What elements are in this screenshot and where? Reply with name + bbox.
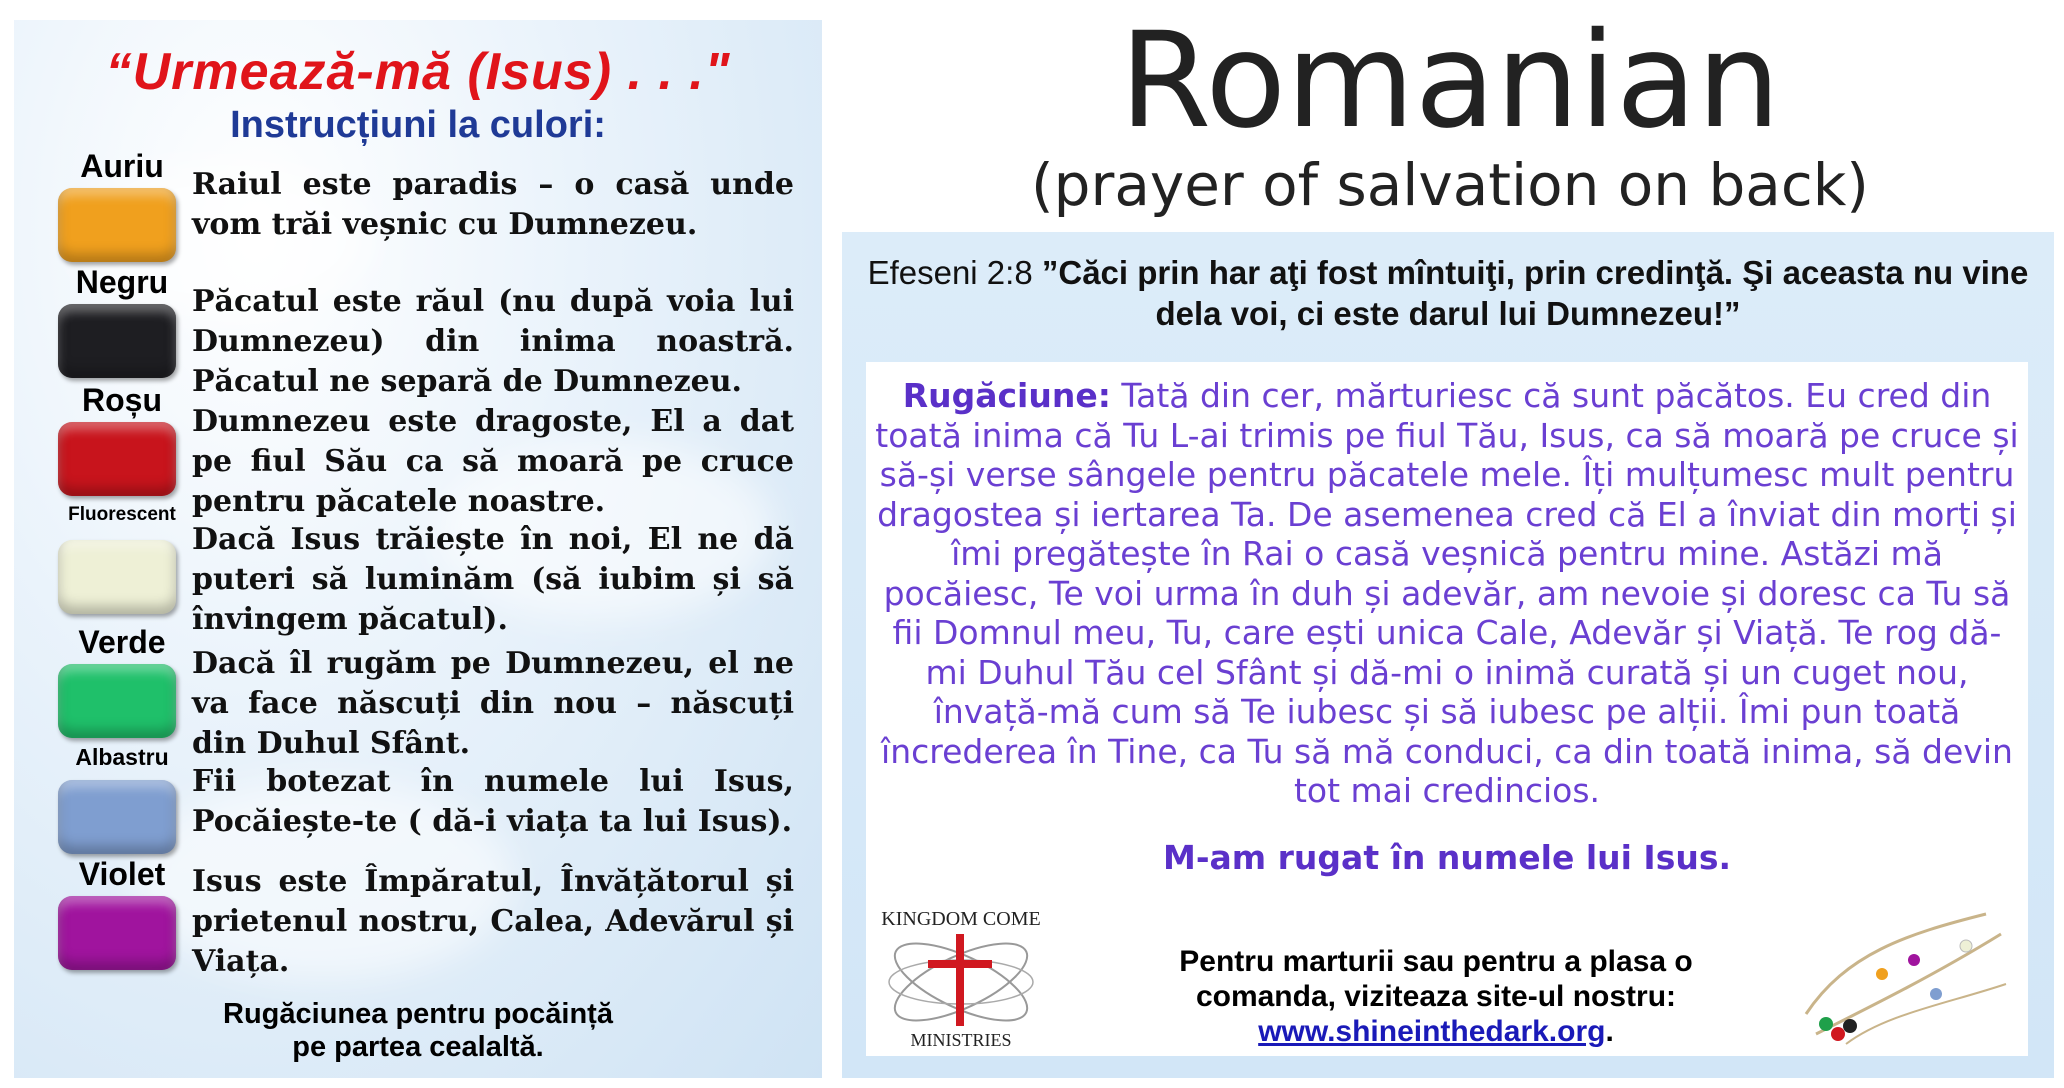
card-title: “Urmează-mă (Isus) . . ." <box>105 43 731 101</box>
color-label-fluorescent: Fluorescent <box>68 504 176 525</box>
verse-text: ”Căci prin har aţi fost mîntuiţi, prin credinţă. Şi aceasta nu vine dela voi, ci este darul lui Dumnezeu!” <box>1032 254 2029 332</box>
color-description-green: Dacă îl rugăm pe Dumnezeu, el ne va face născuți din nou – născuți din Duhul Sfânt. <box>192 646 794 761</box>
color-description-red: Dumnezeu este dragoste, El a dat pe fiul Său ca să moară pe cruce pentru păcatele noastre. <box>192 404 794 519</box>
gold-bead-swatch <box>58 188 176 262</box>
footer-line-1: Rugăciunea pentru pocăință <box>223 998 613 1030</box>
color-description-fluorescent: Dacă Isus trăiește în noi, El ne dă puteri să luminăm (să iubim și să învingem păcatul). <box>192 522 794 637</box>
red-bead-swatch <box>58 422 176 496</box>
prayer-card <box>842 232 2054 1078</box>
prayer-box <box>866 362 2028 1056</box>
contact-suffix: . <box>1605 1015 1614 1048</box>
page-subheading: (prayer of salvation on back) <box>1031 151 1869 219</box>
color-description-blue: Fii botezat în numele lui Isus, Pocăiește-te ( dă-i viața ta lui Isus). <box>192 764 794 839</box>
color-description-black: Păcatul este răul (nu după voia lui Dumnezeu) din inima noastră. Păcatul ne separă de Dumnezeu. <box>192 284 794 399</box>
color-description-violet: Isus este Împăratul, Învățătorul și prietenul nostru, Calea, Adevărul și Viața. <box>192 864 794 979</box>
bracelet-image <box>1786 894 2016 1054</box>
color-label-violet: Violet <box>78 856 166 892</box>
fluorescent-bead-swatch <box>58 540 176 614</box>
prayer-closing: M-am rugat în numele lui Isus. <box>1162 838 1732 877</box>
page-heading: Romanian <box>1119 4 1781 158</box>
color-label-red: Roșu <box>82 382 162 418</box>
website-link[interactable]: www.shineinthedark.org <box>1258 1015 1606 1048</box>
contact-line-1: Pentru marturii sau pentru a plasa o <box>1179 945 1693 978</box>
logo-bottom-text: MINISTRIES <box>910 1030 1012 1050</box>
prayer-body: Tată din cer, mărturiesc că sunt păcătos. Eu cred din toată inima că Tu L-ai trimis pe fiul Tău, Isus, ca să moară pe cruce și să-și verse sângele pentru păcatele mele. Îți mulțumesc mult pentru dragostea și iertarea Ta. De asemenea cred că El a înviat din morți și îmi pregătește în Rai o casă veșnică pentru mine. Astăzi mă pocăiesc, Te voi urma în duh și adevăr, am nevoie și doresc ca Tu să fii Domnul meu, Tu, care ești unica Cale, Adevăr și Viață. Te rog dă-mi Duhul Tău cel Sfânt și dă-mi o inimă curată și un cuget nou, învață-mă cum să Te iubesc și să iubesc pe alții. Îmi pun toată încrederea în Tine, ca Tu să mă conduci, ca din toată inima, să devin tot mai credincios. <box>875 376 2019 810</box>
black-bead-swatch <box>58 304 176 378</box>
footer-line-2: pe partea cealaltă. <box>292 1031 544 1063</box>
scripture-verse <box>862 252 2034 334</box>
contact-info <box>1086 944 1786 1049</box>
color-label-blue: Albastru <box>75 744 169 770</box>
violet-bead-swatch <box>58 896 176 970</box>
card-footer <box>14 998 822 1064</box>
color-description-gold: Raiul este paradis – o casă unde vom trăi veșnic cu Dumnezeu. <box>192 167 794 242</box>
prayer-text <box>874 376 2020 811</box>
logo-top-text: KINGDOM COME <box>881 908 1041 930</box>
color-label-green: Verde <box>78 624 166 660</box>
ministry-logo <box>876 902 1046 1052</box>
prayer-label: Rugăciune: <box>902 376 1111 415</box>
contact-line-2: comanda, viziteaza site-ul nostru: <box>1195 980 1677 1013</box>
color-label-gold: Auriu <box>80 148 164 184</box>
color-instructions-card <box>14 20 822 1078</box>
color-label-black: Negru <box>75 264 169 300</box>
verse-reference: Efeseni 2:8 <box>867 254 1033 291</box>
green-bead-swatch <box>58 664 176 738</box>
blue-bead-swatch <box>58 780 176 854</box>
card-subtitle: Instrucțiuni la culori: <box>230 104 606 146</box>
